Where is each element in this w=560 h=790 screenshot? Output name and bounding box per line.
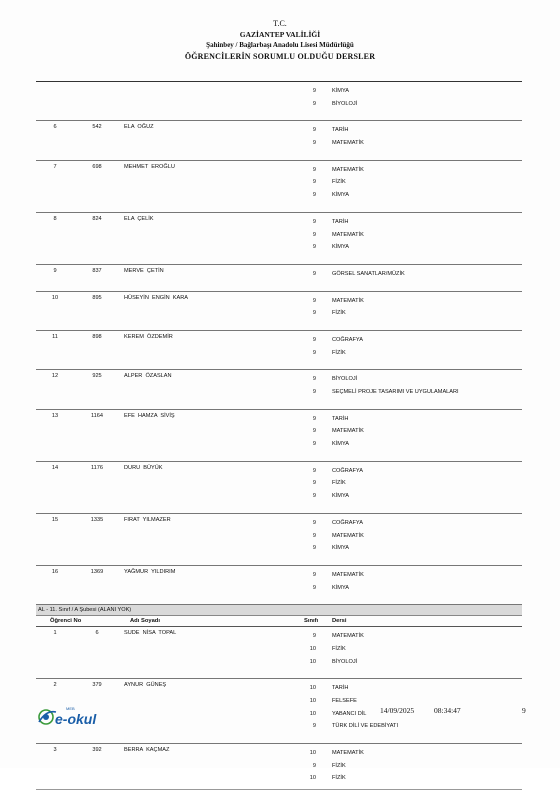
row-number: 12 — [36, 370, 74, 409]
student-number: 1369 — [74, 565, 120, 604]
student-number: 837 — [74, 264, 120, 291]
student-row — [36, 212, 522, 264]
header-line-governorship: GAZİANTEP VALİLİĞİ — [239, 30, 321, 39]
subject-grade: 9 — [312, 218, 316, 225]
student-name: ELA ÇELİK — [120, 212, 304, 264]
student-row — [36, 461, 522, 513]
subject-list — [304, 330, 522, 369]
student-row — [36, 82, 522, 121]
row-number: 1 — [36, 627, 74, 679]
subject-name: BİYOLOJİ — [332, 658, 358, 665]
subject-name: KİMYA — [332, 545, 349, 552]
subject-entry — [304, 569, 522, 582]
col-header-name: Adı Soyadı — [120, 616, 304, 627]
subject-list — [304, 565, 522, 604]
subject-name: TARİH — [332, 685, 349, 692]
subject-grade: 9 — [312, 519, 316, 526]
subject-name: MATEMATİK — [332, 633, 364, 640]
document-title: ÖĞRENCİLERİN SORUMLU OLDUĞU DERSLER — [184, 52, 376, 61]
student-name: YAĞMUR YILDIRIM — [120, 565, 304, 604]
subject-entry — [304, 490, 522, 503]
subject-name: KİMYA — [332, 493, 349, 500]
page-footer — [36, 700, 536, 740]
student-row — [36, 370, 522, 409]
subject-list — [304, 409, 522, 461]
subject-grade: 9 — [312, 571, 316, 578]
row-number: 2 — [36, 679, 74, 744]
subject-entry — [304, 98, 522, 111]
col-header-subject: Dersi — [332, 618, 347, 625]
subject-grade: 9 — [312, 166, 316, 173]
row-number: 8 — [36, 212, 74, 264]
row-number — [36, 82, 74, 121]
subject-grade: 9 — [312, 127, 316, 134]
responsible-courses-table — [36, 82, 522, 790]
subject-entry — [304, 373, 522, 386]
student-name: KEREM ÖZDEMİR — [120, 330, 304, 369]
subject-name: TARİH — [332, 415, 349, 422]
subject-list — [304, 121, 522, 160]
student-number: 698 — [74, 160, 120, 212]
row-number: 3 — [36, 744, 74, 790]
subject-entry — [304, 682, 522, 695]
subject-entry — [304, 334, 522, 347]
student-row — [36, 264, 522, 291]
subject-name: BİYOLOJİ — [332, 376, 358, 383]
student-row — [36, 291, 522, 330]
subject-grade: 9 — [312, 297, 316, 304]
subject-grade: 10 — [309, 698, 316, 704]
subject-name: GÖRSEL SANATLAR/MÜZİK — [332, 270, 405, 277]
subject-entry — [304, 295, 522, 308]
col-header-student-no: Öğrenci No — [36, 616, 120, 627]
row-number: 7 — [36, 160, 74, 212]
subject-name: TÜRK DİLİ VE EDEBİYATI — [332, 723, 398, 730]
subject-name: MATEMATİK — [332, 231, 364, 238]
subject-list — [304, 82, 522, 121]
subject-grade: 9 — [312, 415, 316, 422]
student-name: HÜSEYİN ENGİN KARA — [120, 291, 304, 330]
subject-grade: 9 — [312, 762, 316, 769]
subject-name: TARİH — [332, 127, 349, 134]
student-name: MERVE ÇETİN — [120, 264, 304, 291]
subject-entry — [304, 582, 522, 595]
subject-name: KİMYA — [332, 441, 349, 448]
row-number: 14 — [36, 461, 74, 513]
subject-grade: 9 — [312, 100, 316, 107]
subject-name: SEÇMELİ PROJE TASARIMI VE UYGULAMALARI — [332, 389, 459, 395]
subject-name: FİZİK — [332, 775, 346, 782]
student-row — [36, 744, 522, 790]
subject-name: FİZİK — [332, 762, 346, 769]
subject-grade: 9 — [312, 349, 316, 356]
student-name: DURU BÜYÜK — [120, 461, 304, 513]
student-number: 895 — [74, 291, 120, 330]
subject-grade: 9 — [312, 532, 316, 539]
subject-name: KİMYA — [332, 192, 349, 199]
subject-name: MATEMATİK — [332, 428, 364, 435]
e-okul-logo — [36, 700, 116, 732]
subject-list — [304, 461, 522, 513]
logo-eokul-text: e-okul — [55, 711, 97, 727]
subject-grade: 10 — [309, 658, 316, 665]
row-number: 6 — [36, 121, 74, 160]
student-row — [36, 409, 522, 461]
footer-date: 14/09/2025 — [380, 706, 415, 715]
subject-list — [304, 212, 522, 264]
subject-entry — [304, 413, 522, 426]
student-name: BERRA KAÇMAZ — [120, 744, 304, 790]
subject-list — [304, 370, 522, 409]
student-name: ALPER ÖZASLAN — [120, 370, 304, 409]
subject-entry — [304, 438, 522, 451]
subject-entry — [304, 85, 522, 98]
subject-grade: 10 — [309, 685, 316, 692]
subject-name: FİZİK — [332, 480, 346, 487]
subject-grade: 10 — [309, 710, 316, 717]
subject-name: KİMYA — [332, 244, 349, 251]
student-number: 925 — [74, 370, 120, 409]
subject-entry — [304, 189, 522, 202]
subject-name: FELSEFE — [332, 698, 357, 704]
subject-name: YABANCI DİL — [332, 710, 367, 717]
row-number: 15 — [36, 513, 74, 565]
subject-list — [304, 513, 522, 565]
subject-entry — [304, 307, 522, 320]
subject-grade: 9 — [312, 723, 316, 730]
student-number: 1335 — [74, 513, 120, 565]
subject-grade: 10 — [309, 775, 316, 782]
subject-grade: 10 — [309, 750, 316, 757]
subject-grade: 9 — [312, 310, 316, 317]
subject-entry — [304, 386, 522, 399]
student-row — [36, 627, 522, 679]
subject-grade: 9 — [312, 441, 316, 448]
student-number: 392 — [74, 744, 120, 790]
student-name: FIRAT YILMAZER — [120, 513, 304, 565]
subject-grade: 9 — [312, 584, 316, 591]
subject-entry — [304, 229, 522, 242]
subject-name: MATEMATİK — [332, 571, 364, 578]
student-number: 379 — [74, 679, 120, 744]
column-header-row — [36, 616, 522, 627]
col-header-grade-subject — [304, 616, 522, 627]
subject-grade: 9 — [312, 88, 316, 94]
subject-name: KİMYA — [332, 584, 349, 591]
student-name: ELA OĞUZ — [120, 121, 304, 160]
subject-entry — [304, 530, 522, 543]
subject-list — [304, 627, 522, 679]
subject-entry — [304, 747, 522, 760]
subject-grade: 9 — [312, 480, 316, 487]
header-line-school: Şahinbey / Bağlarbaşı Anadolu Lisesi Müdürlüğü — [206, 41, 354, 49]
section-title: AL - 11. Sınıf / A Şubesi (ALANI YOK) — [36, 605, 522, 616]
student-number: 1164 — [74, 409, 120, 461]
subject-entry — [304, 772, 522, 785]
subject-grade: 9 — [312, 376, 316, 383]
subject-entry — [304, 137, 522, 150]
subject-grade: 9 — [312, 336, 316, 343]
footer-time: 08:34:47 — [434, 706, 461, 715]
subject-list — [304, 264, 522, 291]
document-header — [0, 18, 560, 62]
page-number: 9 — [522, 706, 526, 715]
subject-grade: 10 — [309, 645, 316, 652]
subject-entry — [304, 124, 522, 137]
subject-entry — [304, 630, 522, 643]
subject-grade: 9 — [312, 270, 316, 277]
row-number: 13 — [36, 409, 74, 461]
subject-grade: 9 — [312, 140, 316, 147]
subject-name: MATEMATİK — [332, 297, 364, 304]
subject-name: COĞRAFYA — [332, 467, 363, 474]
subject-grade: 9 — [312, 545, 316, 552]
subject-name: FİZİK — [332, 349, 346, 356]
student-row — [36, 121, 522, 160]
student-number: 898 — [74, 330, 120, 369]
subject-list — [304, 160, 522, 212]
subject-name: KİMYA — [332, 88, 349, 94]
subject-name: MATEMATİK — [332, 140, 364, 147]
student-name: EFE HAMZA SİVİŞ — [120, 409, 304, 461]
subject-grade: 9 — [312, 244, 316, 251]
subject-entry — [304, 216, 522, 229]
student-number: 542 — [74, 121, 120, 160]
row-number: 16 — [36, 565, 74, 604]
subject-entry — [304, 425, 522, 438]
subject-grade: 9 — [312, 192, 316, 199]
subject-entry — [304, 164, 522, 177]
subject-name: MATEMATİK — [332, 750, 364, 757]
student-row — [36, 513, 522, 565]
student-row — [36, 160, 522, 212]
subject-name: MATEMATİK — [332, 166, 364, 173]
subject-entry — [304, 241, 522, 254]
subject-grade: 9 — [312, 493, 316, 500]
subject-grade: 9 — [312, 467, 316, 474]
subject-entry — [304, 176, 522, 189]
student-number: 824 — [74, 212, 120, 264]
student-name: AYNUR GÜNEŞ — [120, 679, 304, 744]
subject-entry — [304, 347, 522, 360]
subject-entry — [304, 477, 522, 490]
subject-list — [304, 744, 522, 790]
student-name — [120, 82, 304, 121]
student-number — [74, 82, 120, 121]
col-header-grade: Sınıfı — [304, 618, 319, 625]
section-header-row — [36, 605, 522, 616]
subject-grade: 9 — [312, 179, 316, 186]
student-row — [36, 565, 522, 604]
subject-name: COĞRAFYA — [332, 336, 363, 343]
subject-entry — [304, 643, 522, 656]
subject-name: FİZİK — [332, 179, 346, 186]
subject-name: FİZİK — [332, 310, 346, 317]
subject-grade: 9 — [312, 231, 316, 238]
student-number: 1176 — [74, 461, 120, 513]
student-name: SUDE NİSA TOPAL — [120, 627, 304, 679]
header-line-tc: T.C. — [273, 19, 287, 28]
subject-grade: 9 — [312, 633, 316, 640]
row-number: 11 — [36, 330, 74, 369]
subject-entry — [304, 268, 522, 281]
subject-name: FİZİK — [332, 645, 346, 652]
subject-entry — [304, 465, 522, 478]
subject-name: BİYOLOJİ — [332, 100, 358, 107]
subject-grade: 9 — [312, 428, 316, 435]
subject-name: TARİH — [332, 218, 349, 225]
subject-entry — [304, 656, 522, 669]
subject-name: MATEMATİK — [332, 532, 364, 539]
row-number: 10 — [36, 291, 74, 330]
logo-meb-text: MEB — [66, 706, 75, 711]
row-number: 9 — [36, 264, 74, 291]
subject-list — [304, 291, 522, 330]
subject-entry — [304, 760, 522, 773]
subject-entry — [304, 517, 522, 530]
subject-entry — [304, 542, 522, 555]
student-name: MEHMET EROĞLU — [120, 160, 304, 212]
subject-name: COĞRAFYA — [332, 519, 363, 526]
student-number: 6 — [74, 627, 120, 679]
subject-grade: 9 — [312, 389, 316, 395]
student-row — [36, 330, 522, 369]
